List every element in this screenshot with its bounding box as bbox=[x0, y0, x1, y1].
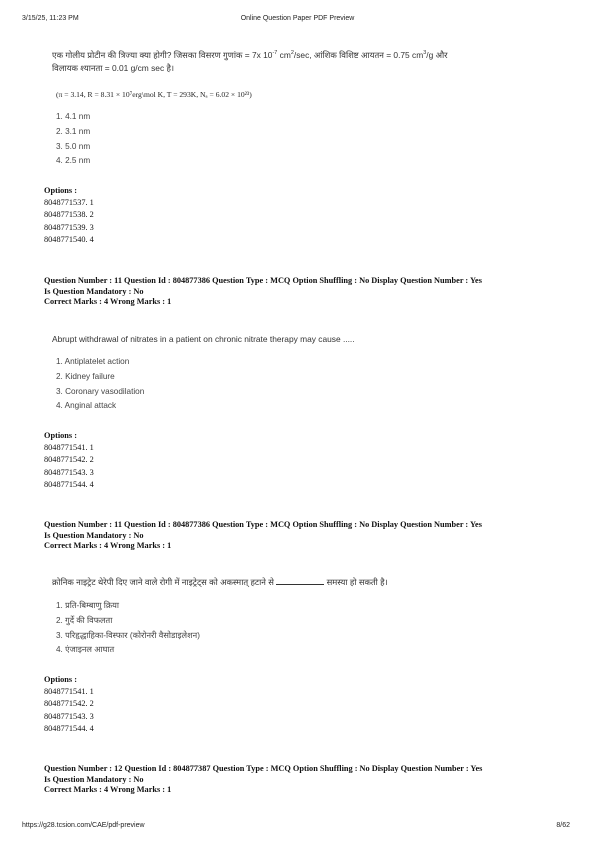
option-id: 8048771543. 3 bbox=[44, 711, 94, 721]
q2-options-block bbox=[44, 430, 94, 491]
q4-meta bbox=[44, 764, 555, 796]
question-meta-line: Question Number : 11 Question Id : 804877386 Question Type : MCQ Option Shuffling : No Display Question Number : Yes bbox=[44, 276, 482, 285]
choice-item: 2. गुर्दे की विफलता bbox=[56, 615, 113, 625]
choice-item: 4. 2.5 nm bbox=[56, 156, 91, 166]
choice-item: 3. परिहृद्धाहिका-विस्फार (कोरोनरी वैसोडाइलेशन) bbox=[56, 630, 200, 640]
page-url: https://g28.tcsion.com/CAE/pdf-preview bbox=[22, 822, 145, 829]
option-id: 8048771544. 4 bbox=[44, 479, 94, 489]
choice-item: 3. Coronary vasodilation bbox=[56, 386, 145, 396]
q3-text-part: क्रोनिक नाइट्रेट थेरेपी दिए जाने वाले रोगी में नाइट्रेट्स को अकस्मात् हटाने से bbox=[52, 577, 274, 587]
question-marks: Correct Marks : 4 Wrong Marks : 1 bbox=[44, 297, 172, 306]
q3-text-part: समस्या हो सकती है। bbox=[324, 577, 388, 587]
q1-choices bbox=[56, 110, 90, 169]
page-number: 8/62 bbox=[556, 822, 570, 829]
choice-item: 1. प्रति-बिम्बाणु क्रिया bbox=[56, 601, 119, 610]
question-mandatory: Is Question Mandatory : No bbox=[44, 774, 144, 784]
option-id: 8048771539. 3 bbox=[44, 222, 94, 232]
question-mandatory: Is Question Mandatory : No bbox=[44, 530, 144, 540]
question-marks: Correct Marks : 4 Wrong Marks : 1 bbox=[44, 541, 172, 550]
option-id: 8048771543. 3 bbox=[44, 467, 94, 477]
option-id: 8048771541. 1 bbox=[44, 687, 94, 697]
q2-choices bbox=[56, 355, 144, 414]
question-meta-line: Question Number : 11 Question Id : 804877386 Question Type : MCQ Option Shuffling : No Display Question Number : Yes bbox=[44, 520, 482, 529]
answer-blank bbox=[276, 575, 324, 585]
q3-meta bbox=[44, 520, 555, 552]
option-id: 8048771542. 2 bbox=[44, 699, 94, 709]
choice-item: 2. 3.1 nm bbox=[56, 126, 91, 136]
options-title: Options : bbox=[44, 675, 77, 684]
option-id: 8048771542. 2 bbox=[44, 455, 94, 465]
q1-text-line2: विलायक श्यानता = 0.01 g/cm sec है। bbox=[52, 62, 175, 73]
q1-formula: (π = 3.14, R = 8.31 × 10⁷erg\mol K, T = 293K, Nₐ = 6.02 × 10²³) bbox=[56, 90, 252, 99]
choice-item: 2. Kidney failure bbox=[56, 371, 115, 381]
choice-item: 3. 5.0 nm bbox=[56, 141, 91, 151]
q1-sup: 2 bbox=[290, 50, 294, 56]
q1-question-text bbox=[52, 47, 552, 75]
q1-options-block bbox=[44, 185, 94, 246]
q2-question-text: Abrupt withdrawal of nitrates in a patient on chronic nitrate therapy may cause ..... bbox=[52, 334, 355, 344]
question-meta-line: Question Number : 12 Question Id : 804877387 Question Type : MCQ Option Shuffling : No Display Question Number : Yes bbox=[44, 764, 483, 773]
options-title: Options : bbox=[44, 431, 77, 440]
choice-item: 4. Anginal attack bbox=[56, 401, 117, 411]
option-id: 8048771541. 1 bbox=[44, 443, 94, 453]
page-title: Online Question Paper PDF Preview bbox=[240, 15, 355, 22]
option-id: 8048771540. 4 bbox=[44, 234, 94, 244]
question-mandatory: Is Question Mandatory : No bbox=[44, 286, 144, 296]
q1-sup: -7 bbox=[272, 50, 278, 56]
q1-text-part: cm bbox=[277, 49, 291, 60]
q1-text-part: /g और bbox=[426, 49, 448, 60]
q3-question-text bbox=[52, 575, 388, 589]
options-title: Options : bbox=[44, 186, 77, 195]
question-marks: Correct Marks : 4 Wrong Marks : 1 bbox=[44, 785, 172, 794]
q1-sup: 3 bbox=[423, 50, 427, 56]
q3-choices bbox=[56, 599, 200, 658]
q2-meta bbox=[44, 276, 555, 308]
print-datetime: 3/15/25, 11:23 PM bbox=[22, 15, 79, 22]
option-id: 8048771544. 4 bbox=[44, 723, 94, 733]
option-id: 8048771537. 1 bbox=[44, 198, 94, 208]
option-id: 8048771538. 2 bbox=[44, 210, 94, 220]
choice-item: 1. 4.1 nm bbox=[56, 112, 91, 121]
q1-text-part: एक गोलीय प्रोटीन की त्रिज्या क्या होगी? जिसका विसरण गुणांक = 7x 10 bbox=[52, 49, 273, 60]
choice-item: 4. एंजाइनल आघात bbox=[56, 645, 115, 655]
q3-options-block bbox=[44, 674, 94, 735]
choice-item: 1. Antiplatelet action bbox=[56, 357, 130, 366]
q1-text-part: /sec, आंशिक विशिष्ट आयतन = 0.75 cm bbox=[293, 49, 424, 60]
